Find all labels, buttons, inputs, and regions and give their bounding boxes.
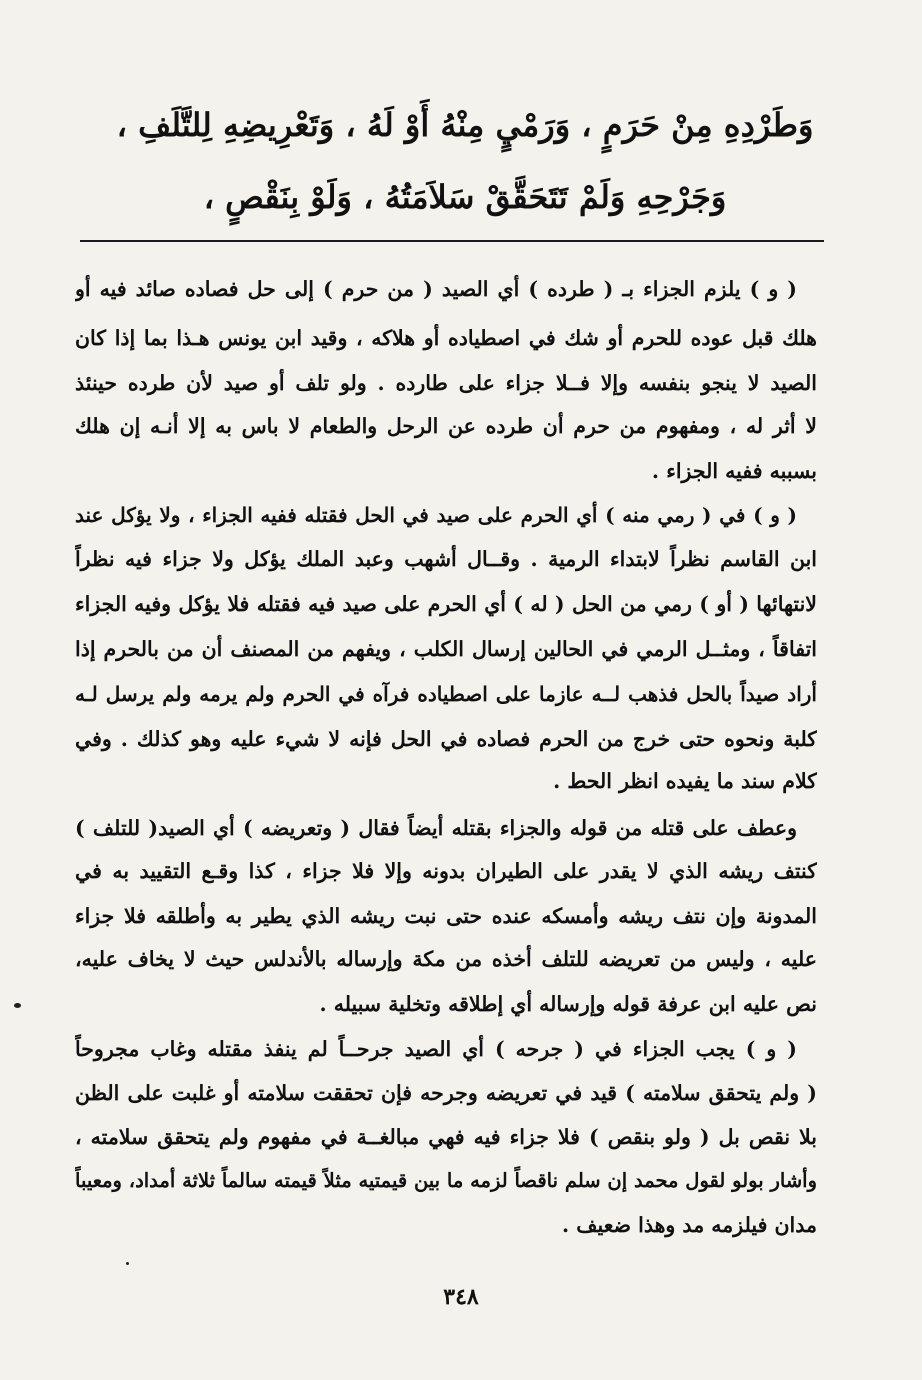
paragraph-3-line-3: المدونة وإن نتف ريشه وأمسكه عنده حتى نبت ريشه الذي يطير به وأطلقه فلا جزاء xyxy=(75,904,817,928)
paragraph-4-line-4: وأشار بولو لقول محمد إن سلم ناقصاً لزمه ما بين قيمتيه مثلاً قيمته سالماً ثلاثة أمداد، ومعيباً xyxy=(75,1169,817,1192)
paragraph-1-line-4: لا أثر له ، ومفهوم من حرم أن طرده عن الرحل والطعام لا باس به إلا أنـه إن هلك xyxy=(75,414,817,438)
paragraph-3-line-2: كنتف ريشه الذي لا يقدر على الطيران بدونه وإلا فلا جزاء ، كذا وقـع التقييد به في xyxy=(75,859,817,883)
paragraph-2-line-5: أراد صيداً بالحل فذهب لــه عازما على اصطياده فرآه في الحرم ولم يرمه ولم يرسل لـه xyxy=(75,682,817,706)
ink-speck xyxy=(14,1003,21,1008)
paragraph-4-line-3: بلا نقص بل ( ولو بنقص ) فلا جزاء فيه فهي مبالغــة في مفهوم ولم يتحقق سلامته ، xyxy=(75,1125,817,1149)
page-number: ٣٤٨ xyxy=(443,1284,479,1310)
paragraph-4-line-2: ( ولم يتحقق سلامته ) قيد في تعريضه وجرحه فإن تحققت سلامته أو غلبت على الظن xyxy=(75,1081,817,1105)
paragraph-1-line-5: بسببه ففيه الجزاء . xyxy=(651,459,817,483)
paragraph-2-line-7: كلام سند ما يفيده انظر الحط . xyxy=(553,769,817,793)
paragraph-2-line-1: ( و ) في ( رمي منه ) أي الحرم على صيد في الحل فقتله ففيه الجزاء ، ولا يؤكل عند xyxy=(75,503,797,527)
paragraph-3-line-4: عليه ، وليس من تعريضه للتلف أخذه من مكة وإرساله بالأندلس حيث لا يخاف عليه، xyxy=(75,947,817,971)
paragraph-1-line-2: هلك قبل عوده للحرم أو شك في اصطياده أو هلاكه ، وقيد ابن يونس هـذا بما إذا كان xyxy=(75,326,817,350)
horizontal-rule xyxy=(80,240,824,242)
verse-line-1: وَطَرْدِهِ مِنْ حَرَمٍ ، وَرَمْيٍ مِنْهُ أَوْ لَهُ ، وَتَعْرِيضِهِ لِلتَّلَفِ ، xyxy=(116,106,814,144)
paragraph-2-line-6: كلبة ونحوه حتى خرج من الحرم فصاده في الحل فإنه لا شيء عليه وهو كذلك . وفي xyxy=(75,727,817,751)
paragraph-3-line-1: وعطف على قتله من قوله والجزاء بقتله أيضاً فقال ( وتعريضه ) أي الصيد( للتلف ) xyxy=(75,816,797,840)
verse-line-2: وَجَرْحِهِ وَلَمْ تَتَحَقَّقْ سَلاَمَتُهُ ، وَلَوْ بِنَقْصٍ ، xyxy=(203,178,727,216)
paragraph-1-line-1: ( و ) يلزم الجزاء بـ ( طرده ) أي الصيد ( من حرم ) إلى حل فصاده صائد فيه أو xyxy=(75,277,797,301)
paragraph-1-line-3: الصيد لا ينجو بنفسه وإلا فــلا جزاء على طارده . ولو تلف أو صيد لأن طرده حينئذ xyxy=(75,371,817,395)
ink-speck xyxy=(126,1262,129,1265)
paragraph-2-line-2: ابن القاسم نظراً لابتداء الرمية . وقــال أشهب وعبد الملك يؤكل ولا جزاء فيه نظراً xyxy=(75,547,817,571)
paragraph-4-line-5: مدان فيلزمه مد وهذا ضعيف . xyxy=(562,1213,817,1237)
paragraph-2-line-3: لانتهائها ( أو ) رمي من الحل ( له ) أي الحرم على صيد فيه فقتله فلا يؤكل وفيه الجزاء xyxy=(75,592,817,616)
paragraph-4-line-1: ( و ) يجب الجزاء في ( جرحه ) أي الصيد جرحــاً لم ينفذ مقتله وغاب مجروحاً xyxy=(75,1037,797,1061)
paragraph-3-line-5: نص عليه ابن عرفة قوله وإرساله أي إطلاقه وتخلية سبيله . xyxy=(319,992,817,1016)
paragraph-2-line-4: اتفاقاً ، ومثــل الرمي في الحالين إرسال الكلب ، ويفهم من المصنف أن من بالحرم إذا xyxy=(75,637,817,661)
